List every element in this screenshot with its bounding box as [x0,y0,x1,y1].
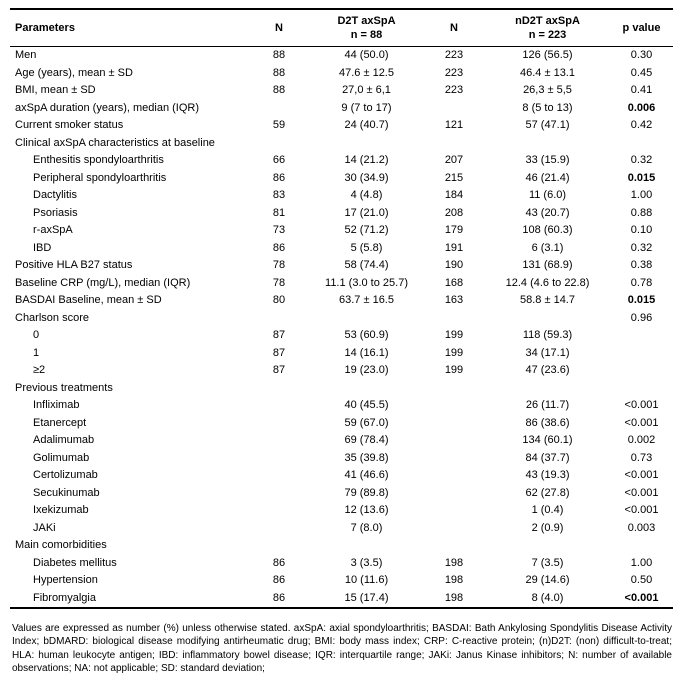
d2t-value-cell: 4 (4.8) [350,189,383,201]
p-value-cell: 0.003 [627,521,656,534]
nd2t-value-cell: 126 (56.5) [522,49,573,61]
nd2t-value-cell: 8 (5 to 13) [522,101,573,114]
parameter-cell: Infliximab [33,399,80,411]
d2t-value-cell: 24 (40.7) [344,119,389,131]
n-nd2t-cell: 208 [444,206,464,219]
nd2t-value-cell: 11 (6.0) [528,189,567,201]
parameter-cell: axSpA duration (years), median (IQR) [15,101,200,114]
n-nd2t-cell: 215 [444,171,464,184]
parameter-cell: Ixekizumab [33,504,89,516]
col-header-nd2t-line1: nD2T axSpA [515,15,580,27]
d2t-value-cell: 14 (21.2) [344,154,389,166]
table-header [10,9,673,47]
p-value-cell: <0.001 [624,416,659,429]
n-d2t-cell [248,310,310,328]
n-nd2t-cell [423,450,485,468]
n-d2t-cell [248,502,310,520]
col-header-parameters: Parameters [15,22,75,34]
p-value-cell [610,380,673,398]
parameter-cell: Diabetes mellitus [33,556,117,569]
nd2t-value-cell: 46.4 ± 13.1 [520,66,575,79]
nd2t-value-cell [485,380,610,398]
d2t-value-cell: 30 (34.9) [344,171,389,184]
nd2t-value-cell: 86 (38.6) [525,416,570,429]
table-row [10,327,673,345]
d2t-value-cell: 5 (5.8) [350,241,383,254]
parameter-cell: Charlson score [15,311,89,324]
parameter-cell: Fibromyalgia [33,591,96,604]
table-row [10,572,673,590]
n-nd2t-cell: 223 [444,66,464,79]
nd2t-value-cell: 34 (17.1) [525,346,570,359]
p-value-cell: <0.001 [624,504,659,516]
nd2t-value-cell: 134 (60.1) [522,434,573,446]
parameter-cell: Certolizumab [33,469,98,481]
p-value-cell: 0.78 [630,276,653,289]
n-nd2t-cell: 207 [444,154,464,166]
col-header-nd2t-line2: n = 223 [528,29,567,41]
parameter-cell: Baseline CRP (mg/L), median (IQR) [15,276,191,289]
table-row [10,485,673,503]
p-value-cell: 0.88 [630,206,653,219]
n-nd2t-cell: 168 [444,276,464,289]
nd2t-value-cell: 131 (68.9) [522,259,573,271]
parameter-cell: Hypertension [33,574,98,586]
parameter-cell: Adalimumab [33,434,95,446]
nd2t-value-cell: 47 (23.6) [525,364,570,376]
nd2t-value-cell: 84 (37.7) [525,451,570,464]
d2t-value-cell [310,380,423,398]
n-nd2t-cell [423,135,485,153]
d2t-value-cell [310,135,423,153]
d2t-value-cell: 9 (7 to 17) [341,101,392,114]
nd2t-value-cell: 58.8 ± 14.7 [520,294,575,306]
nd2t-value-cell [485,537,610,555]
p-value-cell: 0.006 [627,101,656,114]
n-d2t-cell [248,135,310,153]
parameter-cell: Dactylitis [33,189,78,201]
table-row [10,205,673,223]
table-row [10,537,673,555]
nd2t-value-cell: 12.4 (4.6 to 22.8) [505,276,590,289]
p-value-cell: 0.41 [630,84,653,96]
p-value-cell: 1.00 [630,189,653,201]
col-header-d2t-line2: n = 88 [350,29,383,41]
n-d2t-cell [248,485,310,503]
d2t-value-cell: 79 (89.8) [344,486,389,499]
p-value-cell: 0.015 [627,294,656,306]
p-value-cell: 0.015 [627,171,656,184]
d2t-value-cell: 35 (39.8) [344,451,389,464]
n-d2t-cell: 88 [272,84,286,96]
parameter-cell: r-axSpA [33,224,73,236]
d2t-value-cell: 17 (21.0) [344,206,389,219]
d2t-value-cell: 53 (60.9) [344,329,389,341]
parameter-cell: BASDAI Baseline, mean ± SD [15,294,162,306]
n-nd2t-cell: 179 [444,224,464,236]
nd2t-value-cell: 26,3 ± 5,5 [523,84,572,96]
n-d2t-cell: 86 [272,241,286,254]
table-row [10,117,673,135]
n-d2t-cell: 86 [272,574,286,586]
n-d2t-cell [248,397,310,415]
table-row [10,187,673,205]
nd2t-value-cell [485,310,610,328]
nd2t-value-cell: 29 (14.6) [525,574,570,586]
p-value-cell: <0.001 [624,469,659,481]
parameter-cell: Secukinumab [33,486,100,499]
table-row [10,345,673,363]
d2t-value-cell: 47.6 ± 12.5 [339,66,394,79]
nd2t-value-cell: 7 (3.5) [531,556,564,569]
n-d2t-cell: 87 [272,364,286,376]
p-value-cell [610,135,673,153]
n-d2t-cell: 66 [272,154,286,166]
n-d2t-cell: 86 [272,171,286,184]
nd2t-value-cell: 8 (4.0) [531,591,564,604]
n-d2t-cell: 86 [272,591,286,604]
d2t-value-cell: 59 (67.0) [344,416,389,429]
n-d2t-cell [248,415,310,433]
nd2t-value-cell [485,135,610,153]
baseline-characteristics-table [10,8,673,609]
n-d2t-cell: 80 [272,294,286,306]
d2t-value-cell: 11.1 (3.0 to 25.7) [325,276,408,289]
n-d2t-cell: 78 [272,259,286,271]
table-row [10,82,673,100]
table-row [10,240,673,258]
d2t-value-cell: 41 (46.6) [344,469,389,481]
p-value-cell [610,362,673,380]
d2t-value-cell: 44 (50.0) [344,49,389,61]
n-nd2t-cell: 190 [444,259,464,271]
parameter-cell: Positive HLA B27 status [15,259,133,271]
n-nd2t-cell [423,485,485,503]
nd2t-value-cell: 46 (21.4) [525,171,570,184]
parameter-cell: Peripheral spondyloarthritis [33,171,167,184]
n-d2t-cell [248,432,310,450]
n-nd2t-cell [423,380,485,398]
table-row [10,502,673,520]
n-nd2t-cell [423,100,485,118]
nd2t-value-cell: 2 (0.9) [531,521,564,534]
n-d2t-cell: 73 [272,224,286,236]
d2t-value-cell: 63.7 ± 16.5 [339,294,394,306]
col-header-pvalue: p value [622,22,661,34]
d2t-value-cell: 19 (23.0) [344,364,389,376]
nd2t-value-cell: 57 (47.1) [525,119,570,131]
parameter-cell: 1 [33,346,40,359]
table-row [10,362,673,380]
n-nd2t-cell [423,537,485,555]
nd2t-value-cell: 26 (11.7) [525,399,570,411]
table-row [10,292,673,310]
parameter-cell: Main comorbidities [15,539,107,551]
p-value-cell: 0.42 [630,119,653,131]
nd2t-value-cell: 1 (0.4) [531,504,564,516]
nd2t-value-cell: 108 (60.3) [522,224,573,236]
parameter-cell: Current smoker status [15,119,124,131]
p-value-cell: 1.00 [630,556,653,569]
n-nd2t-cell [423,467,485,485]
n-nd2t-cell [423,397,485,415]
n-d2t-cell [248,380,310,398]
parameter-cell: Age (years), mean ± SD [15,66,133,79]
d2t-value-cell: 7 (8.0) [350,521,383,534]
n-d2t-cell: 86 [272,556,286,569]
n-d2t-cell: 78 [272,276,286,289]
n-nd2t-cell: 223 [444,49,464,61]
p-value-cell [610,537,673,555]
n-d2t-cell: 59 [272,119,286,131]
n-nd2t-cell: 198 [444,591,464,604]
p-value-cell: 0.30 [630,49,653,61]
n-d2t-cell [248,450,310,468]
table-body [10,47,673,609]
p-value-cell [610,345,673,363]
table-row [10,450,673,468]
p-value-cell: 0.10 [630,224,653,236]
p-value-cell: 0.38 [630,259,653,271]
d2t-value-cell: 12 (13.6) [344,504,389,516]
d2t-value-cell: 52 (71.2) [344,224,389,236]
p-value-cell: <0.001 [624,486,659,499]
table-row [10,222,673,240]
col-header-n-nd2t: N [450,22,458,34]
parameter-cell: Golimumab [33,451,90,464]
nd2t-value-cell: 6 (3.1) [531,241,564,254]
table-row [10,555,673,573]
col-header-nd2t [485,9,610,47]
table-row [10,397,673,415]
n-nd2t-cell: 198 [444,556,464,569]
header-row [10,9,673,47]
n-nd2t-cell: 199 [444,364,464,376]
col-header-n-d2t: N [275,22,283,34]
n-d2t-cell [248,467,310,485]
p-value-cell [610,327,673,345]
table-row [10,380,673,398]
p-value-cell: 0.73 [630,451,653,464]
parameter-cell: JAKi [33,521,56,534]
d2t-value-cell [310,537,423,555]
p-value-cell: <0.001 [624,591,659,604]
n-d2t-cell: 88 [272,66,286,79]
parameter-cell: Men [15,49,37,61]
table-row [10,135,673,153]
table-row [10,152,673,170]
n-nd2t-cell: 198 [444,574,464,586]
parameter-cell: 0 [33,329,40,341]
n-nd2t-cell: 223 [444,84,464,96]
d2t-value-cell: 3 (3.5) [350,556,383,569]
table-footnote: Values are expressed as number (%) unless otherwise stated. axSpA: axial spondyloarthritis; BASDAI: Bath Ankylosing Spondylitis Disease Activity Index; bDMARD: biological disease modifying antirheumatic drug; BMI: body mass index; CRP: C-reactive protein; (n)D2T: (non) difficult-to-treat; HLA: human leukocyte antigen; IBD: inflammatory bowel disease; IQR: interquartile range; JAKi: Janus Kinase inhibitors; N: number of available observations; NA: not applicable; SD: standard deviation; [12,623,672,675]
p-value-cell: 0.45 [630,66,653,79]
table-row [10,415,673,433]
nd2t-value-cell: 43 (20.7) [525,206,570,219]
n-d2t-cell [248,537,310,555]
n-d2t-cell: 87 [272,329,286,341]
p-value-cell: 0.96 [630,311,653,324]
nd2t-value-cell: 118 (59.3) [522,329,573,341]
n-nd2t-cell [423,520,485,538]
table-row [10,467,673,485]
d2t-value-cell: 27,0 ± 6,1 [342,84,391,96]
n-d2t-cell: 83 [272,189,286,201]
n-nd2t-cell [423,502,485,520]
n-nd2t-cell [423,415,485,433]
table-row [10,520,673,538]
d2t-value-cell: 69 (78.4) [344,434,389,446]
parameter-cell: Psoriasis [33,206,78,219]
nd2t-value-cell: 43 (19.3) [525,469,570,481]
parameter-cell: ≥2 [33,364,46,376]
n-d2t-cell: 81 [272,206,286,219]
n-nd2t-cell: 121 [444,119,464,131]
n-nd2t-cell: 199 [444,346,464,359]
n-nd2t-cell: 199 [444,329,464,341]
p-value-cell: 0.50 [630,574,653,586]
parameter-cell: IBD [33,241,52,254]
table-row [10,65,673,83]
d2t-value-cell [310,310,423,328]
col-header-d2t-line1: D2T axSpA [337,15,396,27]
table-row [10,275,673,293]
d2t-value-cell: 15 (17.4) [344,591,389,604]
table-row [10,47,673,65]
p-value-cell: 0.32 [630,241,653,254]
parameter-cell: Clinical axSpA characteristics at baseline [15,136,215,149]
table-row [10,100,673,118]
p-value-cell: <0.001 [624,399,659,411]
n-nd2t-cell [423,432,485,450]
n-nd2t-cell: 191 [444,241,464,254]
n-d2t-cell: 87 [272,346,286,359]
table-row [10,257,673,275]
n-d2t-cell [248,520,310,538]
n-nd2t-cell: 184 [444,189,464,201]
table-row [10,590,673,609]
table-row [10,170,673,188]
nd2t-value-cell: 62 (27.8) [525,486,570,499]
n-nd2t-cell: 163 [444,294,464,306]
n-d2t-cell [248,100,310,118]
parameter-cell: Previous treatments [15,381,113,394]
d2t-value-cell: 58 (74.4) [344,259,389,271]
p-value-cell: 0.32 [630,154,653,166]
d2t-value-cell: 40 (45.5) [344,399,389,411]
nd2t-value-cell: 33 (15.9) [525,154,570,166]
d2t-value-cell: 14 (16.1) [344,346,389,359]
col-header-d2t [310,9,423,47]
parameter-cell: BMI, mean ± SD [15,84,96,96]
table-row [10,432,673,450]
parameter-cell: Enthesitis spondyloarthritis [33,154,164,166]
parameter-cell: Etanercept [33,416,87,429]
p-value-cell: 0.002 [627,434,656,446]
n-nd2t-cell [423,310,485,328]
d2t-value-cell: 10 (11.6) [344,574,389,586]
n-d2t-cell: 88 [272,49,286,61]
table-row [10,310,673,328]
